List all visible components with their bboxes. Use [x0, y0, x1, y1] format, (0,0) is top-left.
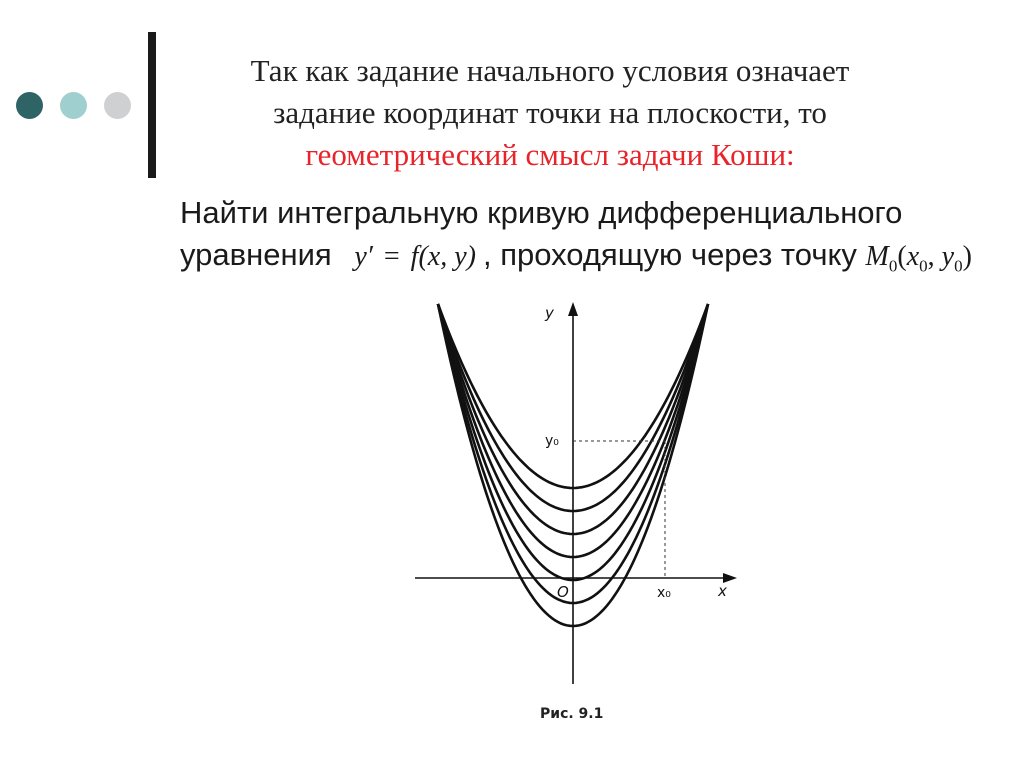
- point-comma: ,: [927, 241, 942, 272]
- vertical-divider: [148, 32, 156, 178]
- x0-label: x₀: [657, 585, 671, 601]
- point-y-sub: 0: [954, 256, 963, 276]
- equation-sign: =: [383, 241, 400, 272]
- point-y: y: [941, 241, 955, 272]
- dot-teal: [60, 92, 87, 119]
- decorative-dots: [16, 92, 136, 120]
- task-prefix: уравнения: [180, 237, 332, 272]
- dot-dark: [16, 92, 43, 119]
- task-statement: [180, 192, 1020, 288]
- y-axis-arrow: [568, 302, 578, 316]
- title-line-accent: геометрический смысл задачи Коши:: [305, 137, 795, 172]
- point-m0: [865, 241, 972, 276]
- point-close: ): [962, 241, 972, 272]
- point-sub: 0: [888, 256, 898, 276]
- title-line-2: задание координат точки на плоскости, то: [273, 95, 827, 130]
- y-axis-label: y: [545, 304, 554, 322]
- equation-lhs: y′: [354, 241, 373, 272]
- task-line-1: Найти интегральную кривую дифференциального: [180, 195, 903, 230]
- title-line-1: Так как задание начального условия означает: [250, 53, 850, 88]
- point-x-sub: 0: [919, 256, 928, 276]
- point-x: x: [906, 241, 920, 272]
- figure-caption: Рис. 9.1: [540, 706, 604, 722]
- point-name: M: [865, 241, 889, 272]
- point-open: (: [897, 241, 907, 272]
- y0-label: y₀: [545, 433, 559, 449]
- equation: [354, 241, 483, 272]
- task-middle: , проходящую через точку: [482, 237, 857, 272]
- equation-func: f: [410, 241, 419, 272]
- slide-title: [170, 50, 930, 176]
- integral-curves-figure: [405, 292, 750, 732]
- x-axis-label: x: [718, 582, 727, 600]
- dot-gray: [104, 92, 131, 119]
- equation-args: (x, y): [418, 241, 476, 272]
- origin-label: O: [557, 583, 569, 601]
- task-line-2: [180, 234, 1020, 288]
